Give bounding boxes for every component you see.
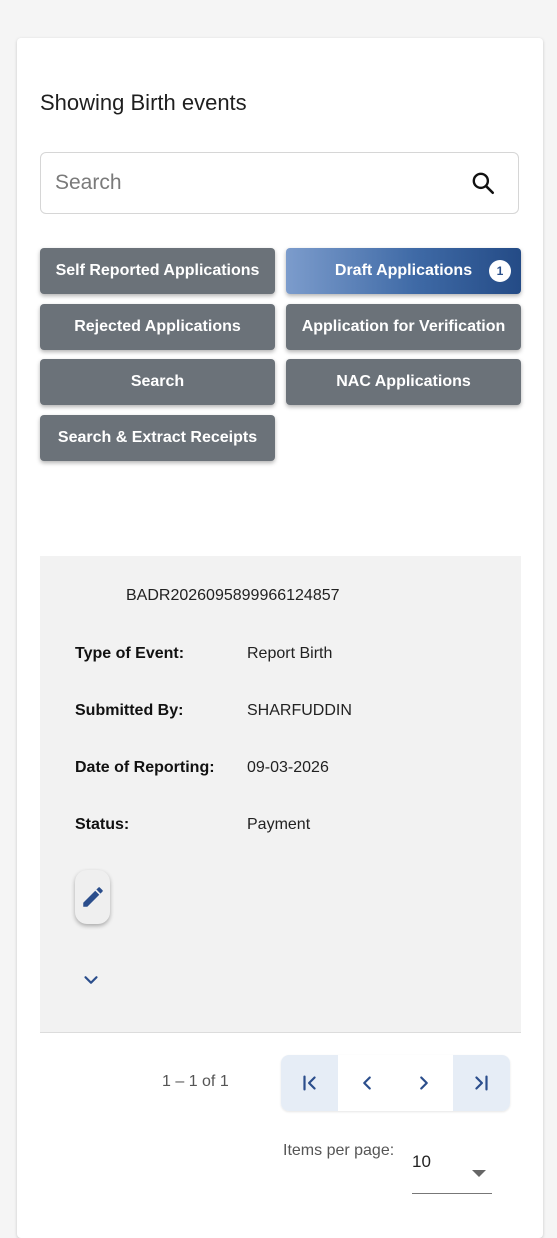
items-per-page-label: Items per page: — [283, 1142, 395, 1159]
field-value: Payment — [247, 816, 311, 833]
tab-label: Application for Verification — [301, 318, 506, 335]
field-label: Submitted By: — [75, 702, 184, 719]
draft-count-badge: 1 — [489, 260, 511, 282]
chevron-right-icon — [413, 1072, 435, 1094]
tab-label: Search — [130, 373, 185, 390]
first-page-icon — [299, 1072, 321, 1094]
tab-label: Self Reported Applications — [55, 262, 260, 279]
search-input[interactable] — [41, 170, 470, 196]
field-label: Type of Event: — [75, 645, 185, 662]
tab-application-for-verification[interactable] — [286, 304, 521, 350]
last-page-button[interactable] — [453, 1055, 510, 1111]
tab-rejected-applications[interactable] — [40, 304, 275, 350]
application-id: BADR2026095899966124857 — [126, 587, 340, 604]
tab-self-reported-applications[interactable] — [40, 248, 275, 294]
field-label: Date of Reporting: — [75, 759, 215, 776]
tab-label: Rejected Applications — [74, 318, 241, 335]
tab-label: Search & Extract Receipts — [57, 429, 258, 446]
tab-label: NAC Applications — [336, 373, 471, 390]
application-record — [40, 556, 521, 1033]
tab-nac-applications[interactable] — [286, 359, 521, 405]
previous-page-button[interactable] — [338, 1055, 395, 1111]
field-value: SHARFUDDIN — [247, 702, 352, 719]
field-value: Report Birth — [247, 645, 333, 662]
tab-search-extract-receipts[interactable] — [40, 415, 275, 461]
pagination-range: 1 – 1 of 1 — [162, 1073, 229, 1090]
dropdown-caret-icon — [472, 1170, 486, 1177]
chevron-left-icon — [356, 1072, 378, 1094]
tab-search[interactable] — [40, 359, 275, 405]
events-card — [17, 38, 543, 1238]
search-icon[interactable] — [470, 170, 496, 196]
last-page-icon — [470, 1072, 492, 1094]
first-page-button[interactable] — [281, 1055, 338, 1111]
chevron-down-icon[interactable] — [80, 969, 102, 991]
next-page-button[interactable] — [396, 1055, 453, 1111]
items-per-page-select[interactable] — [412, 1144, 492, 1194]
tab-draft-applications[interactable] — [286, 248, 521, 294]
edit-button[interactable] — [75, 870, 110, 924]
page-title: Showing Birth events — [40, 90, 247, 115]
search-field[interactable] — [40, 152, 519, 214]
items-per-page-value: 10 — [412, 1152, 431, 1171]
pencil-icon — [80, 884, 106, 910]
field-value: 09-03-2026 — [247, 759, 329, 776]
tab-label: Draft Applications — [334, 262, 473, 279]
field-label: Status: — [75, 816, 130, 833]
pagination-controls — [281, 1055, 510, 1111]
